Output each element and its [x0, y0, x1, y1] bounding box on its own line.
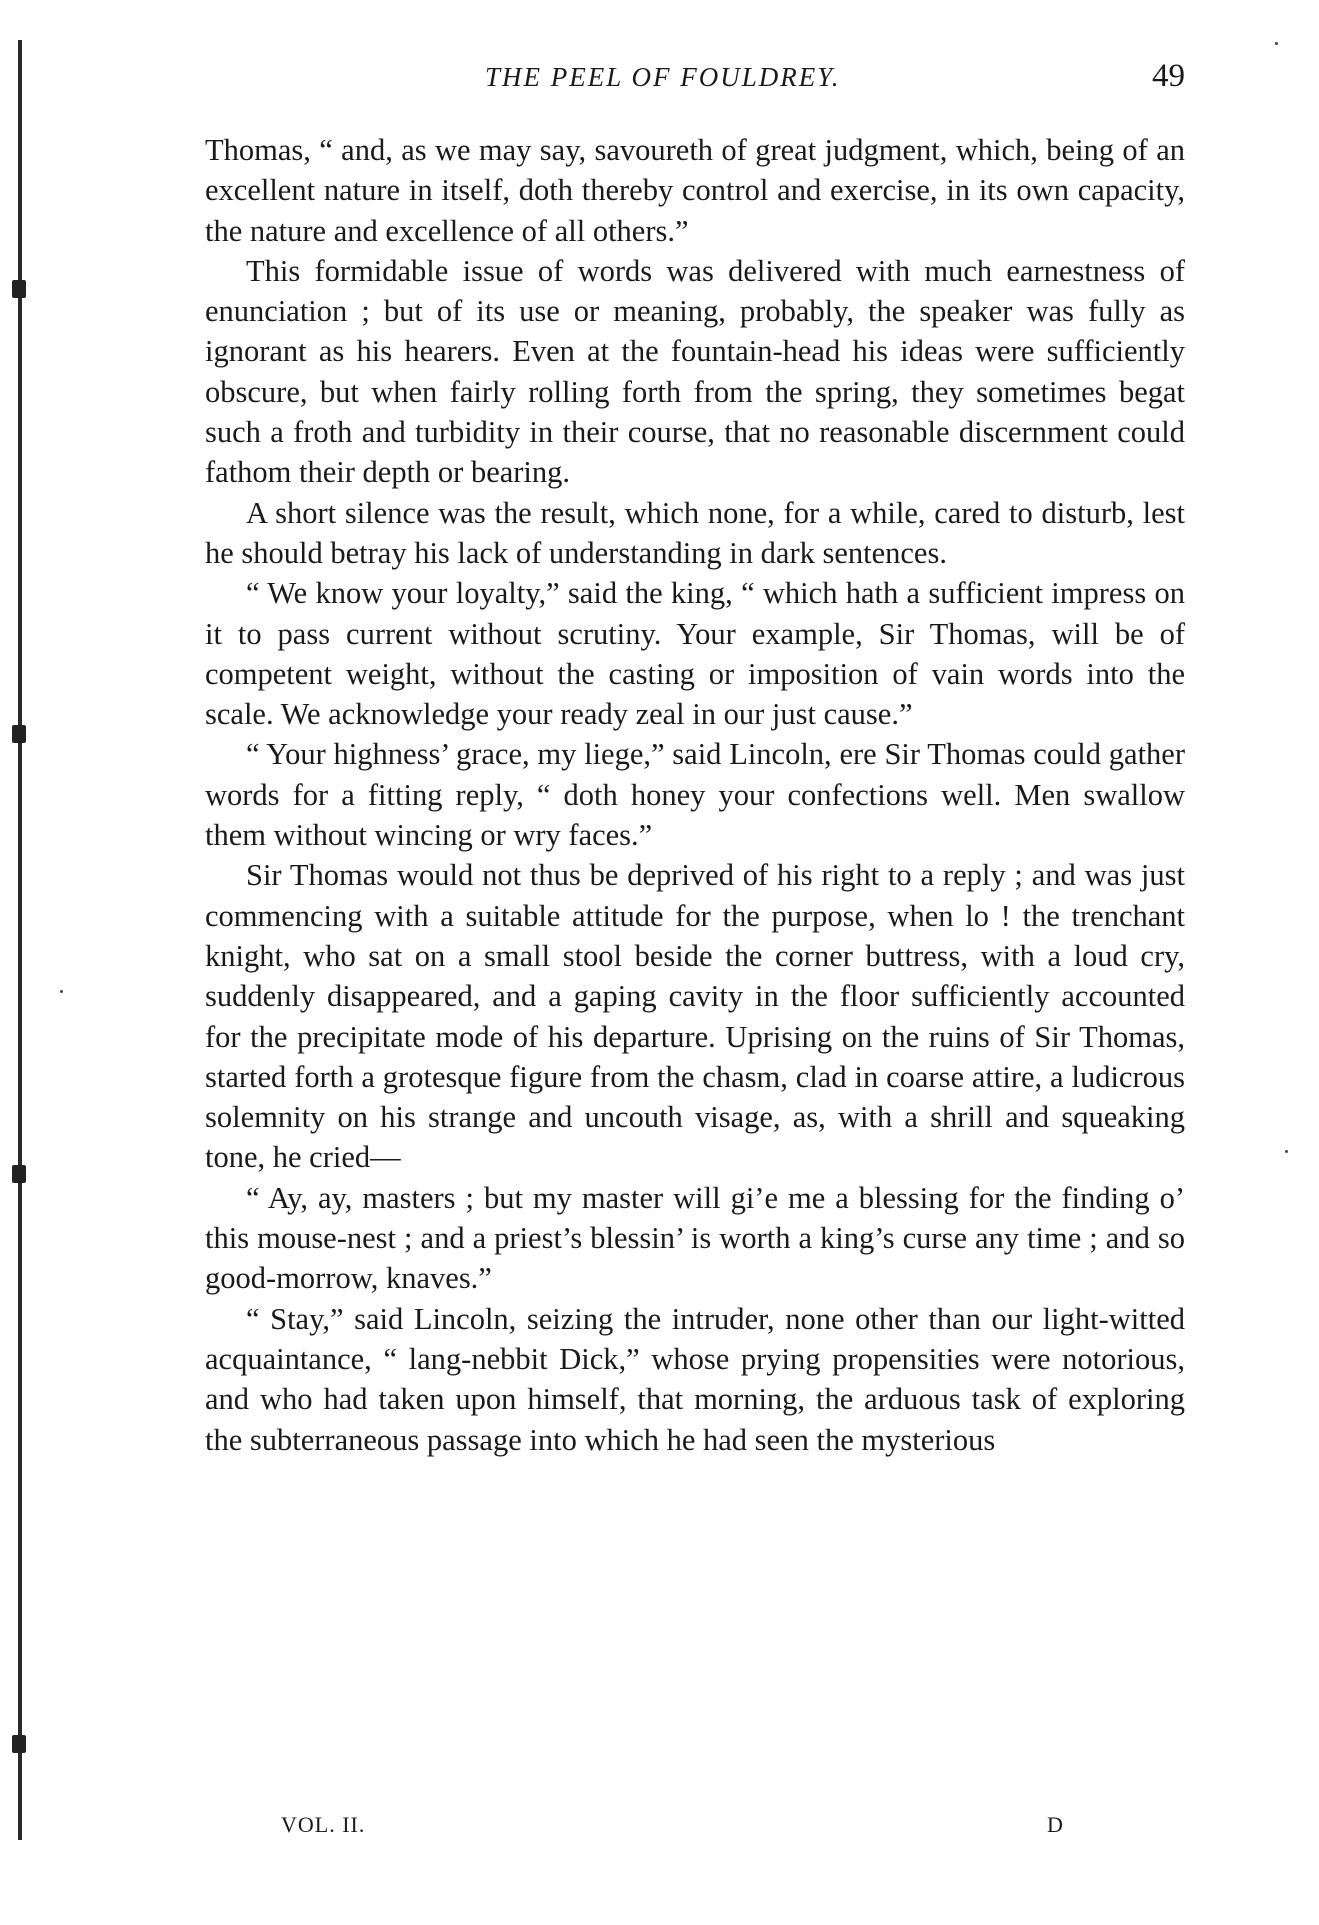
paper-speck [1285, 1150, 1288, 1153]
paragraph: A short silence was the result, which none, for a while, cared to disturb, lest he should betray his lack of understanding in dark sentences. [205, 495, 1185, 570]
body-text [205, 130, 1185, 1460]
binding-mark [12, 280, 26, 298]
running-head [205, 58, 1185, 102]
signature-mark: D [1047, 1812, 1064, 1837]
binding-edge [18, 40, 22, 1840]
paragraph: “ Your highness’ grace, my liege,” said Lincoln, ere Sir Thomas could gather words for a fitting reply, “ doth honey your confections well. Men swallow them without wincing or wry faces.” [205, 737, 1185, 853]
volume-label: VOL. II. [281, 1812, 366, 1837]
binding-mark [12, 1165, 26, 1183]
paragraph-continued: Thomas, “ and, as we may say, savoureth of great judgment, which, being of an excellent nature in itself, doth thereby control and exercise, in its own capacity, the nature and excellence of all others.” [205, 133, 1185, 248]
paragraph: “ Stay,” said Lincoln, seizing the intruder, none other than our light-witted acquaintance, “ lang-nebbit Dick,” whose prying propensities were notorious, and who had taken upon himself, that morning, the arduous task of exploring the subterraneous passage into which he had seen the mysterious [205, 1301, 1185, 1457]
binding-mark [12, 725, 26, 743]
paragraph: “ Ay, ay, masters ; but my master will gi’e me a blessing for the finding o’ this mouse-nest ; and a priest’s blessin’ is worth a king’s curse any time ; and so good-morrow, knaves.” [205, 1180, 1185, 1296]
paragraph: This formidable issue of words was delivered with much earnestness of enunciation ; but of its use or meaning, probably, the speaker was fully as ignorant as his hearers. Even at the fountain-head his ideas were sufficiently obscure, but when fairly rolling forth from the spring, they sometimes begat such a froth and turbidity in their course, that no reasonable discernment could fathom their depth or bearing. [205, 253, 1185, 490]
paper-speck [60, 990, 63, 993]
paper-speck [1275, 42, 1278, 45]
paragraph: “ We know your loyalty,” said the king, “ which hath a sufficient impress on it to pass current without scrutiny. Your example, Sir Thomas, will be of competent weight, without the casting or imposition of vain words into the scale. We acknowledge your ready zeal in our just cause.” [205, 576, 1185, 732]
running-title: THE PEEL OF FOULDREY. [485, 62, 841, 92]
page-footer [205, 1812, 1185, 1846]
page-number: 49 [1152, 58, 1185, 94]
binding-mark [12, 1735, 26, 1753]
paragraph: Sir Thomas would not thus be deprived of his right to a reply ; and was just commencing with a suitable attitude for the purpose, when lo ! the trenchant knight, who sat on a small stool beside the corner buttress, with a loud cry, suddenly disappeared, and a gaping cavity in the floor sufficiently accounted for the precipitate mode of his departure. Uprising on the ruins of Sir Thomas, started forth a grotesque figure from the chasm, clad in coarse attire, a ludicrous solemnity on his strange and uncouth visage, as, with a shrill and squeaking tone, he cried— [205, 858, 1185, 1175]
